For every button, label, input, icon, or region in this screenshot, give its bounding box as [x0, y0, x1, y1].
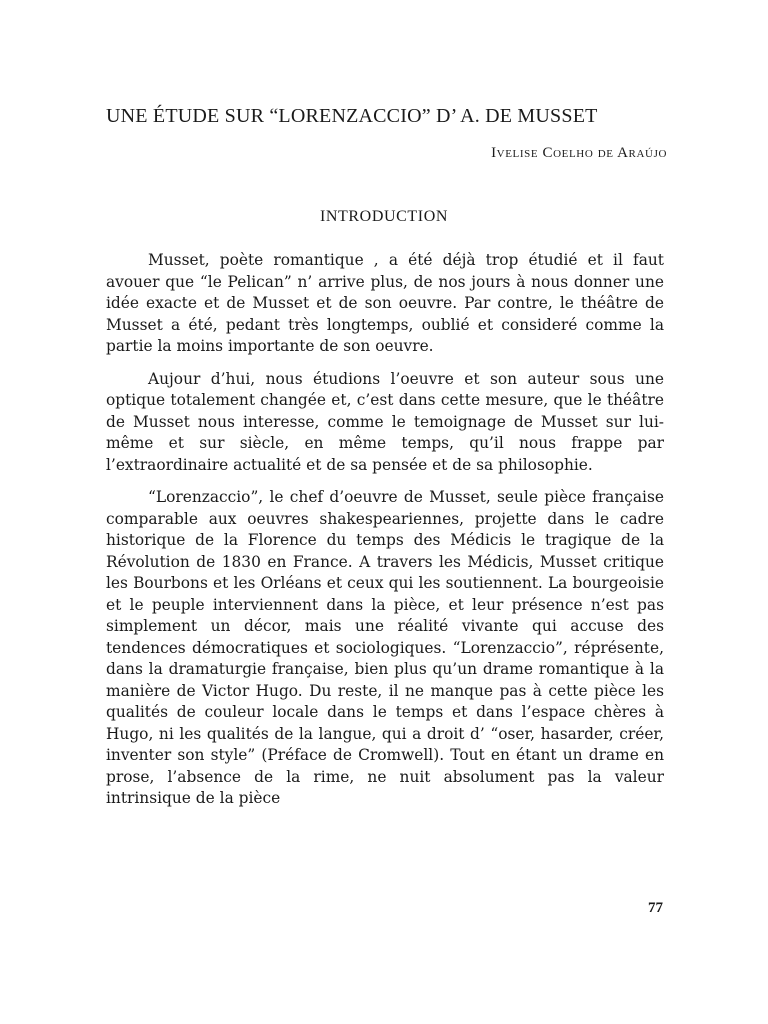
author-name: Ivelise Coelho de Araújo — [491, 145, 667, 161]
paragraph-3: “Lorenzaccio”, le chef d’oeuvre de Musset, seule pièce française comparable aux oeuvres shakespeariennes, projette dans le cadre historique de la Florence du temps des Médicis le tragique de la Révolution de 1830 en France. A travers les Médicis, Musset critique les Bourbons et les Orléans et ceux qui les soutiennent. La bourgeoisie et le peuple interviennent dans la pièce, et leur présence n’est pas simplement un décor, mais une réalité vivante qui accuse des tendences démocratiques et sociologiques. “Lorenzaccio”, réprésente, dans la dramaturgie française, bien plus qu’un drame romantique à la manière de Victor Hugo. Du reste, il ne manque pas à cette pièce les qualités de couleur locale dans le temps et dans l’espace chères à Hugo, ni les qualités de la langue, qui a droit d’ “oser, hasarder, créer, inventer son style” (Préface de Cromwell). Tout en étant un drame en prose, l’absence de la rime, ne nuit absolument pas la valeur intrinsique de la pièce — [106, 488, 664, 807]
article-title: UNE ÉTUDE SUR “LORENZACCIO” D’ A. DE MUSSET — [106, 105, 598, 127]
paragraph-2: Aujour d’hui, nous étudions l’oeuvre et son auteur sous une optique totalement changée et, c’est dans cette mesure, que le théâtre de Musset nous interesse, comme le temoignage de Musset sur lui-même et sur siècle, en même temps, qu’il nous frappe par l’extraordinaire actualité et de sa pensée et de sa philosophie. — [106, 369, 664, 474]
body-text — [106, 250, 664, 821]
paragraph-1: Musset, poète romantique , a été déjà trop étudié et il faut avouer que “le Pelican” n’ arrive plus, de nos jours à nous donner une idée exacte et de Musset et de son oeuvre. Par contre, le théâtre de Musset a été, pedant très longtemps, oublié et consideré comme la partie la moins importante de son oeuvre. — [106, 251, 664, 355]
page-number: 77 — [648, 900, 663, 916]
section-heading: INTRODUCTION — [319, 208, 449, 225]
